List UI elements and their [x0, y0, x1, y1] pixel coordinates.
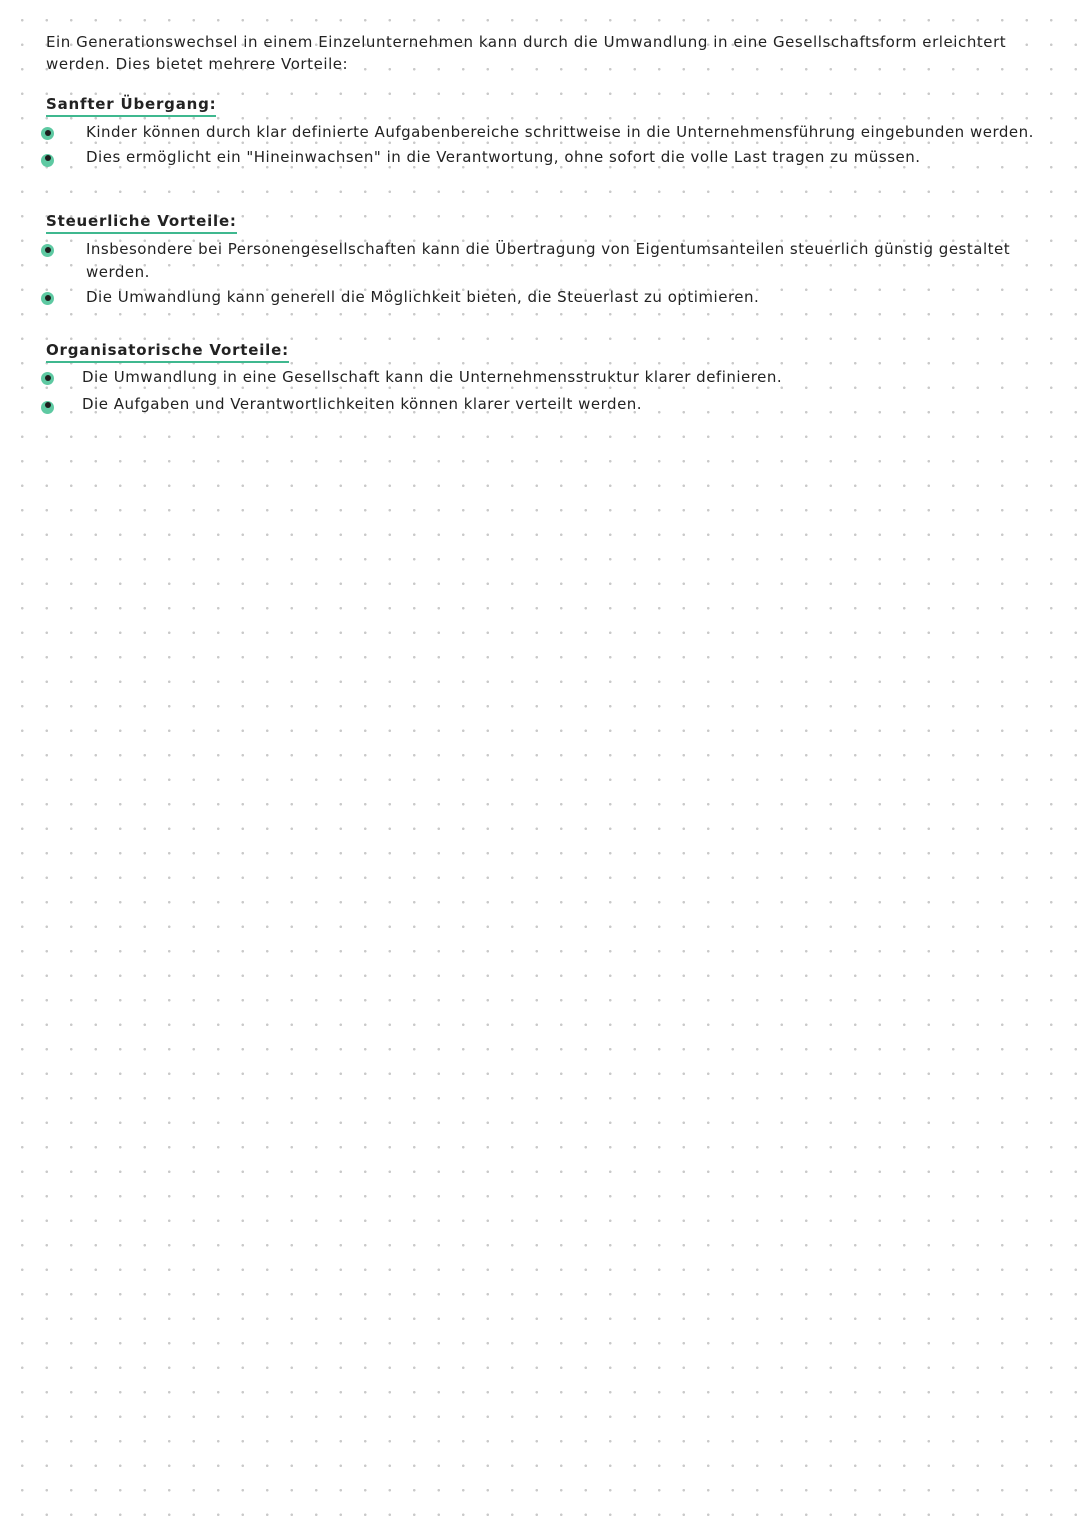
list-item [46, 393, 1046, 416]
bullet-list [46, 238, 1046, 309]
intro-paragraph: Ein Generationswechsel in einem Einzelunternehmen kann durch die Umwandlung in eine Gesellschaftsform erleichtert werden. Dies bietet mehrere Vorteile: [46, 33, 1007, 73]
bullet-icon [41, 401, 54, 414]
section-organisatorische-vorteile [46, 340, 1046, 416]
bullet-list [46, 121, 1046, 169]
list-item-text: Die Aufgaben und Verantwortlichkeiten können klarer verteilt werden. [82, 395, 643, 413]
list-item-text: Insbesondere bei Personengesellschaften kann die Übertragung von Eigentumsanteilen steuerlich günstig gestaltet werden. [86, 240, 1011, 281]
list-item-text: Die Umwandlung in eine Gesellschaft kann die Unternehmensstruktur klarer definieren. [82, 368, 783, 386]
bullet-icon [41, 127, 54, 140]
bullet-icon [41, 372, 54, 385]
bullet-icon [41, 244, 54, 257]
list-item [46, 146, 1046, 169]
list-item-text: Dies ermöglicht ein "Hineinwachsen" in die Verantwortung, ohne sofort die volle Last tragen zu müssen. [86, 148, 921, 166]
list-item-text: Die Umwandlung kann generell die Möglichkeit bieten, die Steuerlast zu optimieren. [86, 288, 760, 306]
section-heading: Sanfter Übergang: [46, 94, 216, 117]
section-sanfter-uebergang [46, 94, 1046, 169]
list-item [46, 238, 1046, 284]
section-steuerliche-vorteile [46, 211, 1046, 309]
bullet-list [46, 366, 1046, 416]
list-item [46, 121, 1046, 144]
section-heading: Organisatorische Vorteile: [46, 340, 289, 363]
bullet-icon [41, 292, 54, 305]
list-item [46, 286, 1046, 309]
list-item-text: Kinder können durch klar definierte Aufgabenbereiche schrittweise in die Unternehmensführung eingebunden werden. [86, 123, 1034, 141]
bullet-icon [41, 154, 54, 167]
list-item [46, 366, 1046, 389]
section-heading: Steuerliche Vorteile: [46, 211, 237, 234]
